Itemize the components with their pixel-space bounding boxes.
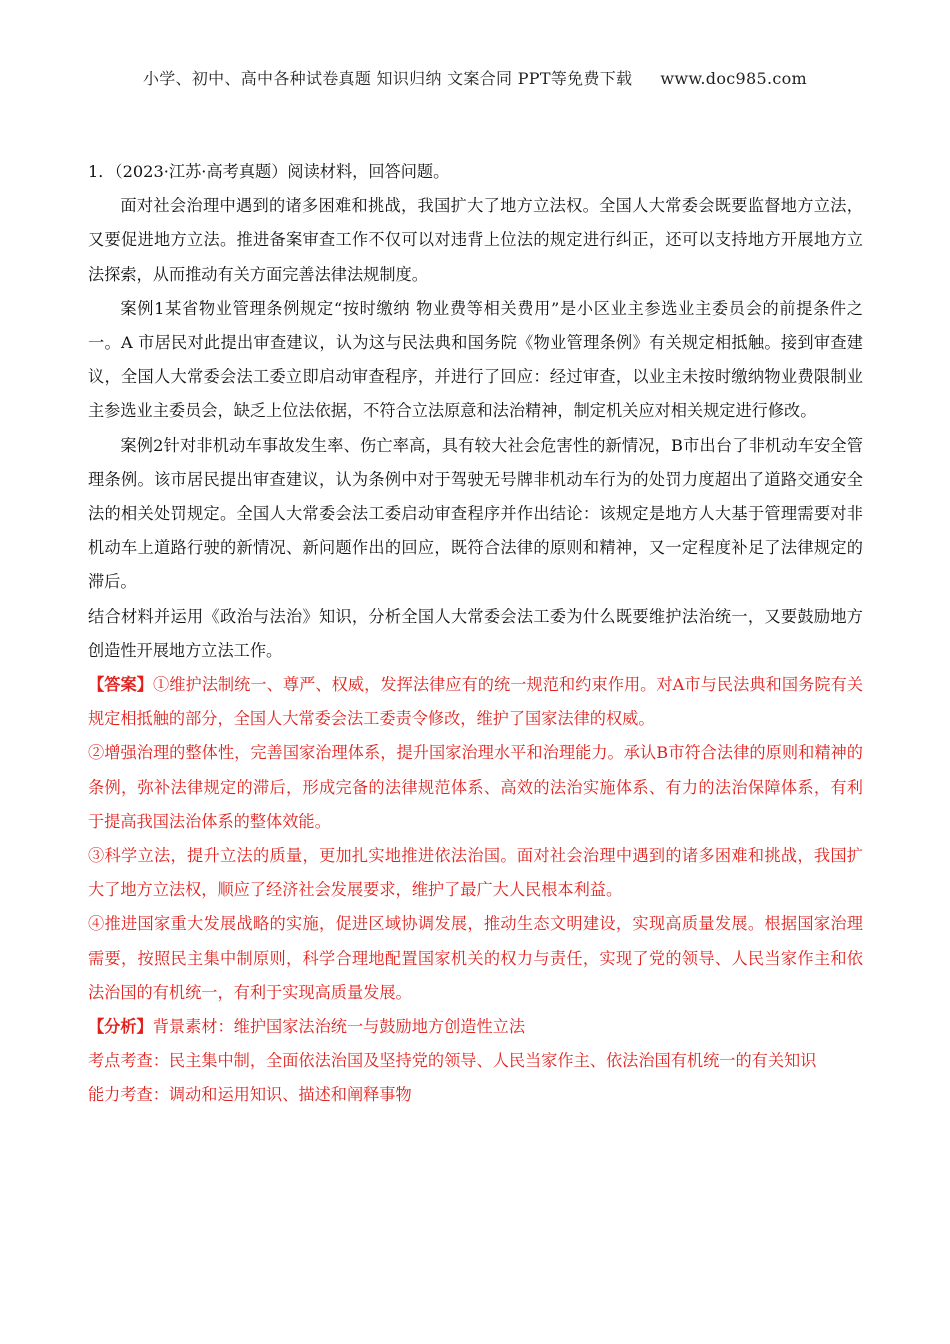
answer-point-4: ④推进国家重大发展战略的实施，促进区域协调发展，推动生态文明建设，实现高质量发展。根据国家治理需要，按照民主集中制原则，科学合理地配置国家机关的权力与责任，实现了党的领导、人民当家作主和依法治国的有机统一，有利于实现高质量发展。 (88, 914, 863, 1002)
header-text: 小学、初中、高中各种试卷真题 知识归纳 文案合同 PPT等免费下载 (142, 69, 633, 88)
question-prompt: 结合材料并运用《政治与法治》知识，分析全国人大常委会法工委为什么既要维护法治统一，又要鼓励地方创造性开展地方立法工作。 (88, 606, 863, 660)
analysis-label: 【分析】 (88, 1017, 153, 1037)
answer-point-1-text: ①维护法制统一、尊严、权威，发挥法律应有的统一规范和约束作用。对A市与民法典和国务院有关规定相抵触的部分，全国人大常委会法工委责令修改，维护了国家法律的权威。 (88, 675, 864, 729)
page-header (0, 66, 950, 89)
case-2-paragraph: 案例2针对非机动车事故发生率、伤亡率高，具有较大社会危害性的新情况，B市出台了非机动车安全管理条例。该市居民提出审查建议，认为条例中对于驾驶无号牌非机动车行为的处罚力度超出了道路交通安全法的相关处罚规定。全国人大常委会法工委启动审查程序并作出结论：该规定是地方人大基于管理需要对非机动车上道路行驶的新情况、新问题作出的回应，既符合法律的原则和精神，又一定程度补足了法律规定的滞后。 (88, 435, 863, 592)
header-site-link[interactable]: www.doc985.com (660, 69, 808, 88)
analysis-ability: 能力考查：调动和运用知识、描述和阐释事物 (88, 1085, 412, 1105)
question-source: （2023·江苏·高考真题）阅读材料，回答问题。 (114, 162, 450, 181)
answer-label: 【答案】 (88, 675, 153, 695)
material-paragraph: 面对社会治理中遇到的诸多困难和挑战，我国扩大了地方立法权。全国人大常委会既要监督地方立法，又要促进地方立法。推进备案审查工作不仅可以对违背上位法的规定进行纠正，还可以支持地方开展地方立法探索，从而推动有关方面完善法律法规制度。 (88, 196, 863, 284)
answer-point-3: ③科学立法，提升立法的质量，更加扎实地推进依法治国。面对社会治理中遇到的诸多困难和挑战，我国扩大了地方立法权，顺应了经济社会发展要求，维护了最广大人民根本利益。 (88, 846, 863, 900)
analysis-background-text: 背景素材：维护国家法治统一与鼓励地方创造性立法 (152, 1017, 526, 1037)
case-1-paragraph: 案例1某省物业管理条例规定“按时缴纳 物业费等相关费用”是小区业主参选业主委员会的前提条件之一。A 市居民对此提出审查建议，认为这与民法典和国务院《物业管理条例》有关规定相抵触。接到审查建议，全国人大常委会法工委立即启动审查程序，并进行了回应：经过审查，以业主未按时缴纳物业费限制业主参选业主委员会，缺乏上位法依据，不符合立法原意和法治精神，制定机关应对相关规定进行修改。 (88, 298, 863, 421)
answer-point-1 (88, 668, 863, 736)
analysis-knowledge: 考点考查：民主集中制，全面依法治国及坚持党的领导、人民当家作主、依法治国有机统一的有关知识 (88, 1051, 817, 1071)
analysis-background (88, 1010, 863, 1044)
document-body (88, 155, 863, 1113)
answer-point-2: ②增强治理的整体性，完善国家治理体系，提升国家治理水平和治理能力。承认B市符合法律的原则和精神的条例，弥补法律规定的滞后，形成完备的法律规范体系、高效的法治实施体系、有力的法治保障体系，有利于提高我国法治体系的整体效能。 (88, 743, 863, 831)
question-heading (88, 155, 863, 189)
question-number: 1． (88, 162, 115, 181)
